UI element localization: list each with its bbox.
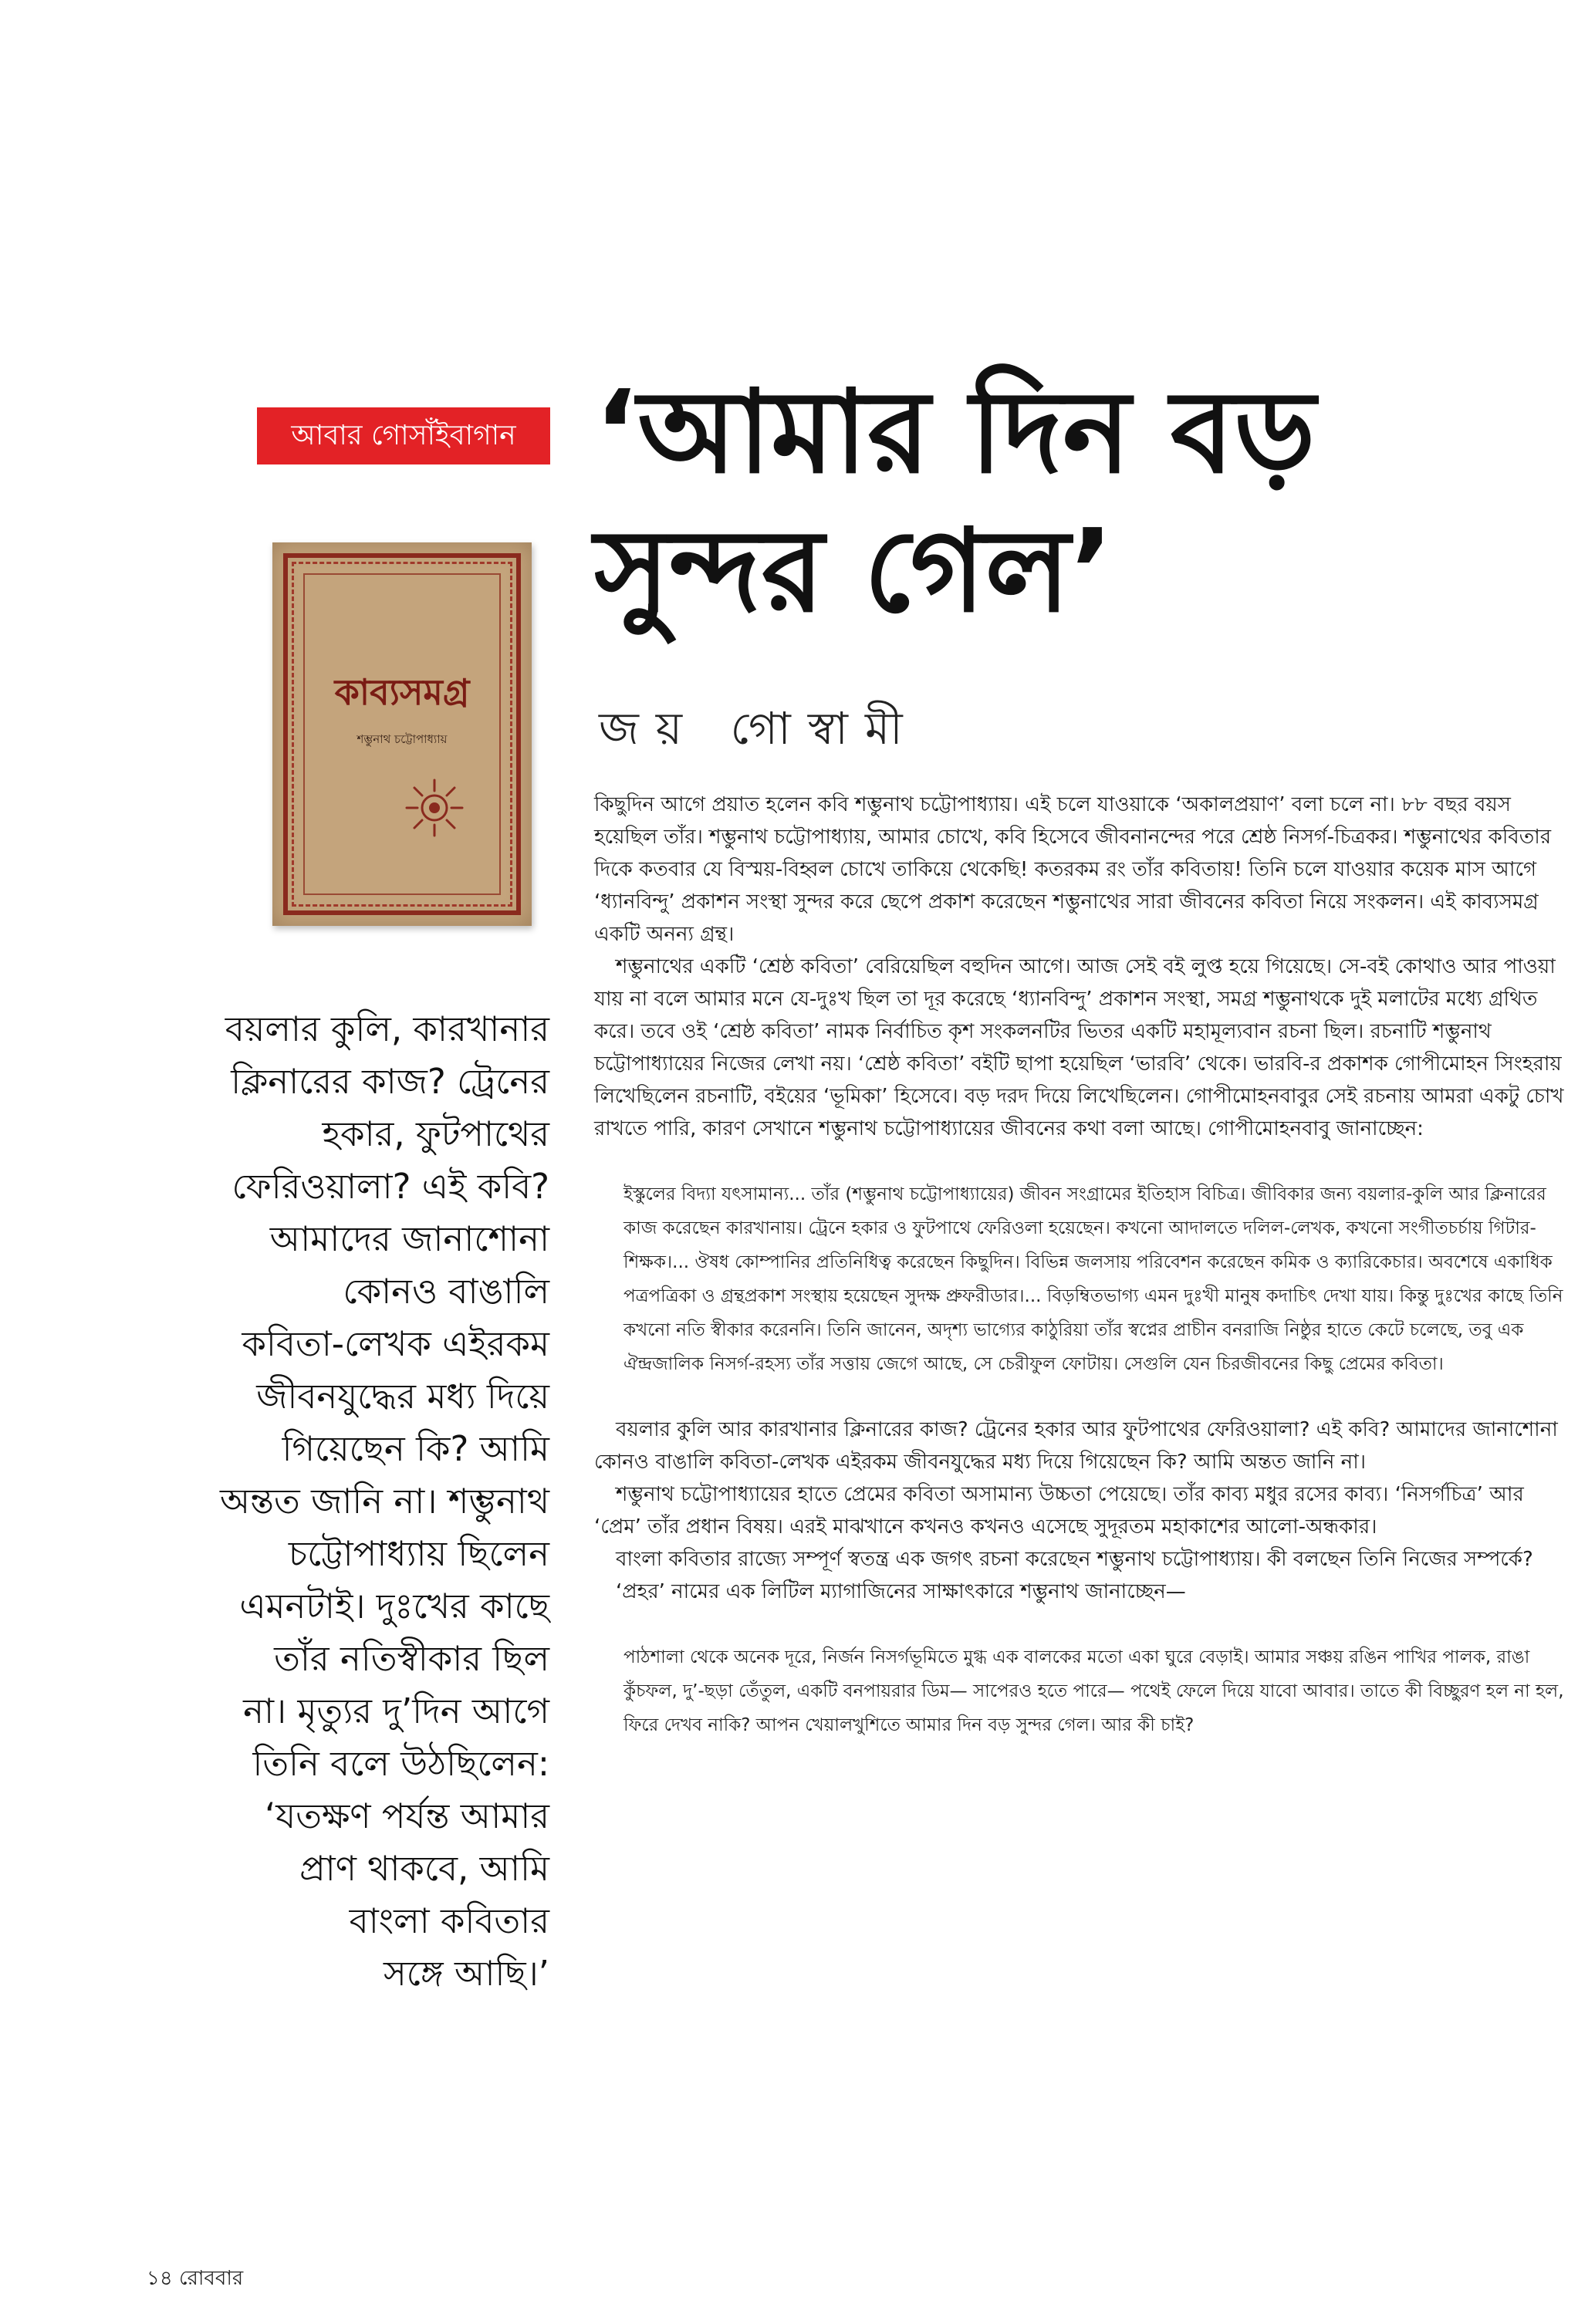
- pull-quote-line: চট্টোপাধ্যায় ছিলেন: [288, 1533, 549, 1574]
- block-quote-1: ইস্কুলের বিদ্যা যৎসামান্য... তাঁর (শম্ভুনাথ চট্টোপাধ্যায়ের) জীবন সংগ্রামের ইতিহাস বিচিত্র। জীবিকার জন্য বয়লার-কুলি আর ক্লিনারের কাজ করেছেন কারখানায়। ট্রেনে হকার ও ফুটপাথে ফেরিওলা হয়েছেন। কখনো আদালতে দলিল-লেখক, কখনো সংগীতচর্চায় গিটার-শিক্ষক।... ঔষধ কোম্পানির প্রতিনিধিত্ব করেছেন কিছুদিন। বিভিন্ন জলসায় পরিবেশন করেছেন কমিক ও ক্যারিকেচার। অবশেষে একাধিক পত্রপত্রিকা ও গ্রন্থপ্রকাশ সংস্থায় হয়েছেন সুদক্ষ প্রুফরীডার।... বিড়ম্বিতভাগ্য এমন দুঃখী মানুষ কদাচিৎ দেখা যায়। কিন্তু দুঃখের কাছে তিনি কখনো নতি স্বীকার করেননি। তিনি জানেন, অদৃশ্য ভাগ্যের কাঠুরিয়া তাঁর স্বপ্নের প্রাচীন বনরাজি নিষ্ঠুর হাতে কেটে চলেছে, তবু এক ঐন্দ্রজালিক নিসর্গ-রহস্য তাঁর সত্তায় জেগে আছে, সে চেরীফুল ফোটায়। সেগুলি যেন চিরজীবনের কিছু প্রেমের কবিতা।: [623, 1184, 1563, 1374]
- pull-quote-line: প্রাণ থাকবে, আমি: [299, 1848, 549, 1889]
- sun-emblem-icon: [404, 777, 465, 839]
- article-title: [594, 363, 1566, 640]
- title-line-2: সুন্দর গেল’: [594, 505, 1113, 637]
- book-cover-title: কাব্যসমগ্র: [334, 671, 470, 713]
- pull-quote-line: এমনটাই। দুঃখের কাছে: [239, 1586, 549, 1626]
- author-byline: জয় গোস্বামী: [599, 702, 920, 755]
- pull-quote-line: অন্তত জানি না। শম্ভুনাথ: [220, 1481, 549, 1522]
- block-quote-2: পাঠশালা থেকে অনেক দূরে, নির্জন নিসর্গভূমিতে মুগ্ধ এক বালকের মতো একা ঘুরে বেড়াই। আমার সঞ্চয় রঙিন পাখির পালক, রাঙা কুঁচফল, দু’-ছড়া তেঁতুল, একটি বনপায়রার ডিম— সাপেরও হতে পারে— পথেই ফেলে দিয়ে যাবো আবার। তাতে কী বিচ্ছুরণ হল না হল, ফিরে দেখব নাকি? আপন খেয়ালখুশিতে আমার দিন বড় সুন্দর গেল। আর কী চাই?: [623, 1647, 1564, 1735]
- pull-quote-line: গিয়েছেন কি? আমি: [282, 1428, 549, 1469]
- body-paragraph-6: ‘প্রহর’ নামের এক লিটিল ম্যাগাজিনের সাক্ষাৎকারে শম্ভুনাথ জানাচ্ছেন—: [616, 1580, 1186, 1603]
- body-paragraph-3: বয়লার কুলি আর কারখানার ক্লিনারের কাজ? ট্রেনের হকার আর ফুটপাথের ফেরিওয়ালা? এই কবি? আমাদের জানাশোনা কোনও বাঙালি কবিতা-লেখক এইরকম জীবনযুদ্ধের মধ্য দিয়ে গিয়েছেন কি? আমি অন্তত জানি না।: [594, 1418, 1558, 1474]
- book-cover-poet: শম্ভুনাথ চট্টোপাধ্যায়: [357, 732, 448, 746]
- body-paragraph-2: শম্ভুনাথের একটি ‘শ্রেষ্ঠ কবিতা’ বেরিয়েছিল বহুদিন আগে। আজ সেই বই লুপ্ত হয়ে গিয়েছে। সে-বই কোথাও আর পাওয়া যায় না বলে আমার মনে যে-দুঃখ ছিল তা দূর করেছে ‘ধ্যানবিন্দু’ প্রকাশন সংস্থা, সমগ্র শম্ভুনাথকে দুই মলাটের মধ্যে গ্রথিত করে। তবে ওই ‘শ্রেষ্ঠ কবিতা’ নামক নির্বাচিত কৃশ সংকলনটির ভিতর একটি মহামূল্যবান রচনা ছিল। রচনাটি শম্ভুনাথ চট্টোপাধ্যায়ের নিজের লেখা নয়। ‘শ্রেষ্ঠ কবিতা’ বইটি ছাপা হয়েছিল ‘ভারবি’ থেকে। ভারবি-র প্রকাশক গোপীমোহন সিংহরায় লিখেছিলেন রচনাটি, বইয়ের ‘ভূমিকা’ হিসেবে। বড় দরদ দিয়ে লিখেছিলেন। গোপীমোহনবাবুর সেই রচনায় আমরা একটু চোখ রাখতে পারি, কারণ সেখানে শম্ভুনাথ চট্টোপাধ্যায়ের জীবনের কথা বলা আছে। গোপীমোহনবাবু জানাচ্ছেন:: [594, 955, 1564, 1140]
- body-paragraph-4: শম্ভুনাথ চট্টোপাধ্যায়ের হাতে প্রেমের কবিতা অসামান্য উচ্চতা পেয়েছে। তাঁর কাব্য মধুর রসের কাব্য। ‘নিসর্গচিত্র’ আর ‘প্রেম’ তাঁর প্রধান বিষয়। এরই মাঝখানে কখনও কখনও এসেছে সুদূরতম মহাকাশের আলো-অন্ধকার।: [594, 1483, 1524, 1539]
- pull-quote-line: আমাদের জানাশোনা: [269, 1218, 549, 1259]
- pull-quote-line: হকার, ফুটপাথের: [322, 1113, 549, 1154]
- paragraph-spacer: [594, 1381, 1570, 1414]
- pull-quote-line: জীবনযুদ্ধের মধ্য দিয়ে: [256, 1376, 549, 1417]
- pull-quote: [147, 1003, 549, 2000]
- page-footer: [147, 2262, 243, 2296]
- book-cover-inner-frame: [303, 573, 501, 895]
- pull-quote-line: ফেরিওয়ালা? এই কবি?: [231, 1166, 549, 1207]
- body-paragraph-5: বাংলা কবিতার রাজ্যে সম্পূর্ণ স্বতন্ত্র এক জগৎ রচনা করেছেন শম্ভুনাথ চট্টোপাধ্যায়। কী বলছেন তিনি নিজের সম্পর্কে?: [616, 1548, 1533, 1571]
- page-number: ১৪: [147, 2267, 173, 2290]
- pull-quote-line: তাঁর নতিস্বীকার ছিল: [274, 1638, 549, 1679]
- body-paragraph-1: কিছুদিন আগে প্রয়াত হলেন কবি শম্ভুনাথ চট্টোপাধ্যায়। এই চলে যাওয়াকে ‘অকালপ্রয়াণ’ বলা চলে না। ৮৮ বছর বয়স হয়েছিল তাঁর। শম্ভুনাথ চট্টোপাধ্যায়, আমার চোখে, কবি হিসেবে জীবনানন্দের পরে শ্রেষ্ঠ নিসর্গ-চিত্রকর। শম্ভুনাথের কবিতার দিকে কতবার যে বিস্ময়-বিহ্বল চোখে তাকিয়ে থেকেছি! কতরকম রং তাঁর কবিতায়! তিনি চলে যাওয়ার কয়েক মাস আগে ‘ধ্যানবিন্দু’ প্রকাশন সংস্থা সুন্দর করে ছেপে প্রকাশ করেছেন শম্ভুনাথের সারা জীবনের কবিতা নিয়ে সংকলন। এই কাব্যসমগ্র একটি অনন্য গ্রন্থ।: [594, 793, 1552, 946]
- magazine-name: রোববার: [179, 2267, 244, 2290]
- pull-quote-line: কোনও বাঙালি: [343, 1271, 549, 1312]
- paragraph-spacer: [594, 1145, 1570, 1177]
- paragraph-spacer: [594, 1608, 1570, 1640]
- section-tag: আবার গোসাঁইবাগান: [257, 407, 550, 464]
- pull-quote-line: না। মৃত্যুর দু’দিন আগে: [243, 1691, 549, 1731]
- pull-quote-line: বাংলা কবিতার: [349, 1900, 549, 1941]
- pull-quote-line: তিনি বলে উঠছিলেন:: [252, 1743, 549, 1784]
- article-body: [594, 789, 1570, 1742]
- pull-quote-line: বয়লার কুলি, কারখানার: [225, 1008, 549, 1049]
- pull-quote-line: ক্লিনারের কাজ? ট্রেনের: [231, 1061, 549, 1102]
- pull-quote-line: ‘যতক্ষণ পর্যন্ত আমার: [264, 1795, 549, 1836]
- book-cover-image: [272, 542, 532, 926]
- pull-quote-line: সঙ্গে আছি।’: [384, 1953, 549, 1994]
- pull-quote-line: কবিতা-লেখক এইরকম: [242, 1323, 549, 1364]
- title-line-1: ‘আমার দিন বড়: [594, 366, 1316, 498]
